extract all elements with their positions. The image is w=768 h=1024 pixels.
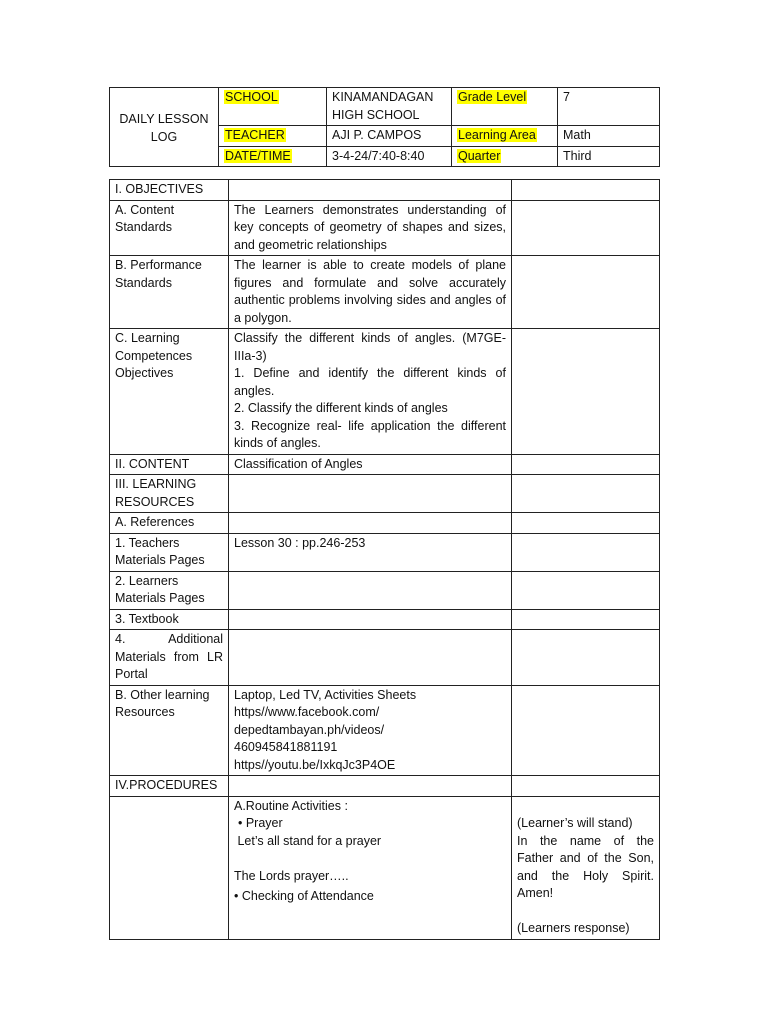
other-resources-label: B. Other learning Resources	[110, 685, 229, 776]
table-row	[110, 533, 660, 571]
routine-label-cell	[110, 796, 229, 939]
lords-prayer: The Lords prayer…..	[234, 868, 349, 883]
content-standards-label: A. Content Standards	[110, 200, 229, 256]
teachers-materials-text: Lesson 30 : pp.246-253	[229, 533, 512, 571]
content-text: Classification of Angles	[229, 454, 512, 475]
learners-materials-label: 2. Learners Materials Pages	[110, 571, 229, 609]
content-response	[512, 454, 660, 475]
learning-resources-label: III. LEARNING RESOURCES	[110, 475, 229, 513]
area-value: Math	[558, 126, 660, 147]
table-row	[110, 475, 660, 513]
learner-stand: (Learner’s will stand)	[517, 816, 633, 830]
performance-standards-text: The learner is able to create models of plane figures and formulate and solve accurately authentic problems involving sides and angles of a polygon.	[229, 256, 512, 329]
table-row	[110, 571, 660, 609]
objectives-response	[512, 180, 660, 201]
teachers-materials-response	[512, 533, 660, 571]
table-row	[110, 776, 660, 797]
learners-materials-response	[512, 571, 660, 609]
other-resources-response	[512, 685, 660, 776]
grade-label: Grade Level	[458, 90, 527, 104]
prayer-bullet: • Prayer	[238, 816, 283, 830]
routine-cell	[229, 796, 512, 939]
additional-materials-label: 4. Additional Materials from LR Portal	[110, 630, 229, 686]
content-label: II. CONTENT	[110, 454, 229, 475]
performance-standards-label: B. Performance Standards	[110, 256, 229, 329]
other-resources-line1: Laptop, Led TV, Activities Sheets	[234, 687, 417, 702]
procedures-content	[229, 776, 512, 797]
content-standards-text: The Learners demonstrates understanding of key concepts of geometry of shapes and sizes, and geometric relationships	[229, 200, 512, 256]
other-resources-line2: https//www.facebook.com/	[234, 705, 380, 719]
teacher-value: AJI P. CAMPOS	[327, 126, 452, 147]
competences-obj3: 3. Recognize real- life application the different kinds of angles.	[234, 418, 506, 450]
area-label: Learning Area	[458, 128, 536, 142]
textbook-response	[512, 609, 660, 630]
lesson-table	[109, 179, 660, 940]
date-label-cell	[219, 146, 327, 167]
quarter-value: Third	[558, 146, 660, 167]
school-value-cell	[327, 88, 452, 126]
teacher-label: TEACHER	[225, 128, 285, 142]
school-label-cell	[219, 88, 327, 126]
table-row	[110, 796, 660, 939]
date-label: DATE/TIME	[225, 148, 291, 163]
attendance-bullet: • Checking of Attendance	[234, 889, 374, 903]
references-response	[512, 513, 660, 534]
objectives-label: I. OBJECTIVES	[110, 180, 229, 201]
teacher-label-cell	[219, 126, 327, 147]
table-row	[110, 200, 660, 256]
grade-label-cell	[452, 88, 558, 126]
table-row	[110, 630, 660, 686]
competences-label: C. Learning Competences Objectives	[110, 329, 229, 455]
procedures-label: IV.PROCEDURES	[110, 776, 229, 797]
table-row	[110, 609, 660, 630]
learner-response: (Learners response)	[517, 921, 630, 935]
quarter-label-cell	[452, 146, 558, 167]
competences-cell	[229, 329, 512, 455]
learners-materials-content	[229, 571, 512, 609]
table-row	[110, 513, 660, 534]
header-table	[109, 87, 660, 167]
learning-resources-response	[512, 475, 660, 513]
table-row	[110, 454, 660, 475]
learner-prayer: In the name of the Father and of the Son, and the Holy Spirit. Amen!	[517, 833, 654, 900]
school-value-line1: KINAMANDAGAN	[332, 90, 434, 104]
other-resources-cell	[229, 685, 512, 776]
table-row	[110, 685, 660, 776]
other-resources-line5: https//youtu.be/IxkqJc3P4OE	[234, 757, 396, 772]
table-row	[110, 180, 660, 201]
textbook-label: 3. Textbook	[110, 609, 229, 630]
objectives-content	[229, 180, 512, 201]
additional-materials-response	[512, 630, 660, 686]
competences-response	[512, 329, 660, 455]
date-value: 3-4-24/7:40-8:40	[327, 146, 452, 167]
area-label-cell	[452, 126, 558, 147]
prayer-instruction: Let’s all stand for a prayer	[234, 833, 382, 848]
teachers-materials-label: 1. Teachers Materials Pages	[110, 533, 229, 571]
learning-resources-content	[229, 475, 512, 513]
references-content	[229, 513, 512, 534]
other-resources-line3: depedtambayan.ph/videos/	[234, 722, 385, 737]
competences-obj1: 1. Define and identify the different kinds of angles.	[234, 366, 506, 398]
quarter-label: Quarter	[458, 148, 501, 163]
school-label: SCHOOL	[225, 90, 278, 104]
additional-materials-content	[229, 630, 512, 686]
procedures-response	[512, 776, 660, 797]
content-standards-response	[512, 200, 660, 256]
competences-obj2: 2. Classify the different kinds of angles	[234, 401, 448, 415]
log-title	[110, 88, 219, 167]
grade-value: 7	[558, 88, 660, 126]
performance-standards-response	[512, 256, 660, 329]
school-value-line2: HIGH SCHOOL	[332, 107, 420, 122]
table-row	[110, 329, 660, 455]
log-title-line1: DAILY LESSON	[119, 112, 209, 126]
routine-response-cell	[512, 796, 660, 939]
table-row	[110, 256, 660, 329]
log-title-line2: LOG	[150, 129, 178, 144]
textbook-content	[229, 609, 512, 630]
other-resources-line4: 460945841881191	[234, 740, 338, 754]
competences-main: Classify the different kinds of angles. (M7GE-IIIa-3)	[234, 331, 506, 363]
routine-title: A.Routine Activities :	[234, 798, 348, 813]
references-label: A. References	[110, 513, 229, 534]
